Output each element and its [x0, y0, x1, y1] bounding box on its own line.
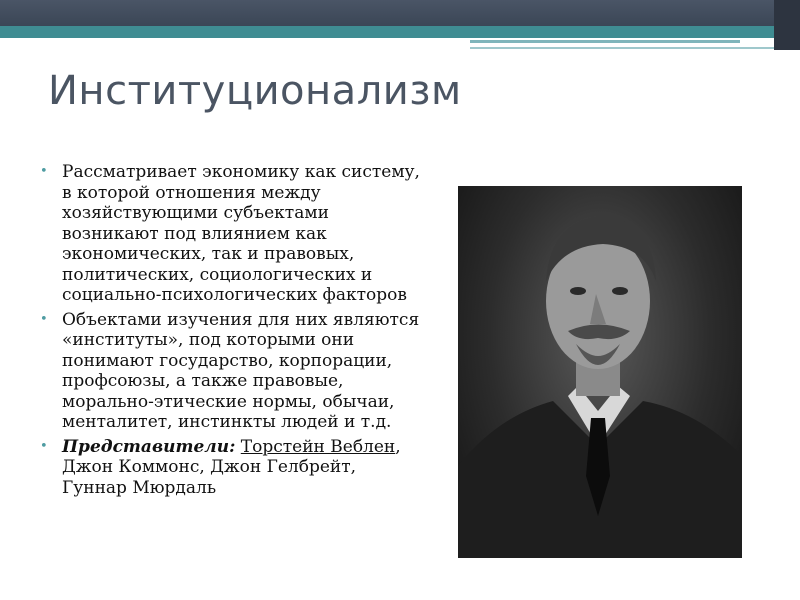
top-dark-band	[0, 0, 800, 26]
bullet-item	[40, 162, 420, 306]
bullet-text: Объектами изучения для них являются «институты», под которыми они понимают государство, корпорации, профсоюзы, а также правовые, морально-этические нормы, обычаи, менталитет, инстинкты людей и т.д.	[62, 309, 420, 432]
representatives-rest: , Джон Коммонс, Джон Гелбрейт, Гуннар Мюрдаль	[62, 436, 401, 498]
top-teal-band	[0, 26, 800, 38]
bullet-icon: •	[40, 311, 48, 327]
decor-stripe	[470, 40, 740, 43]
slide-title: Институционализм	[48, 68, 462, 114]
portrait-photo	[458, 186, 742, 558]
bullet-text: Рассматривает экономику как систему, в которой отношения между хозяйствующими субъектами возникают под влиянием как экономических, так и правовых, политических, социологических и социально-психологических факторов	[62, 162, 420, 305]
bullet-item	[40, 437, 420, 499]
representative-link[interactable]: Торстейн Веблен	[240, 436, 396, 457]
bullet-icon: •	[40, 438, 48, 454]
portrait-illustration	[458, 186, 742, 558]
bullet-icon: •	[40, 164, 48, 179]
corner-bar	[774, 0, 800, 50]
representatives-label: Представители:	[62, 436, 236, 457]
bullet-list	[40, 162, 420, 502]
bullet-item	[40, 310, 420, 433]
decor-stripe	[470, 47, 800, 49]
